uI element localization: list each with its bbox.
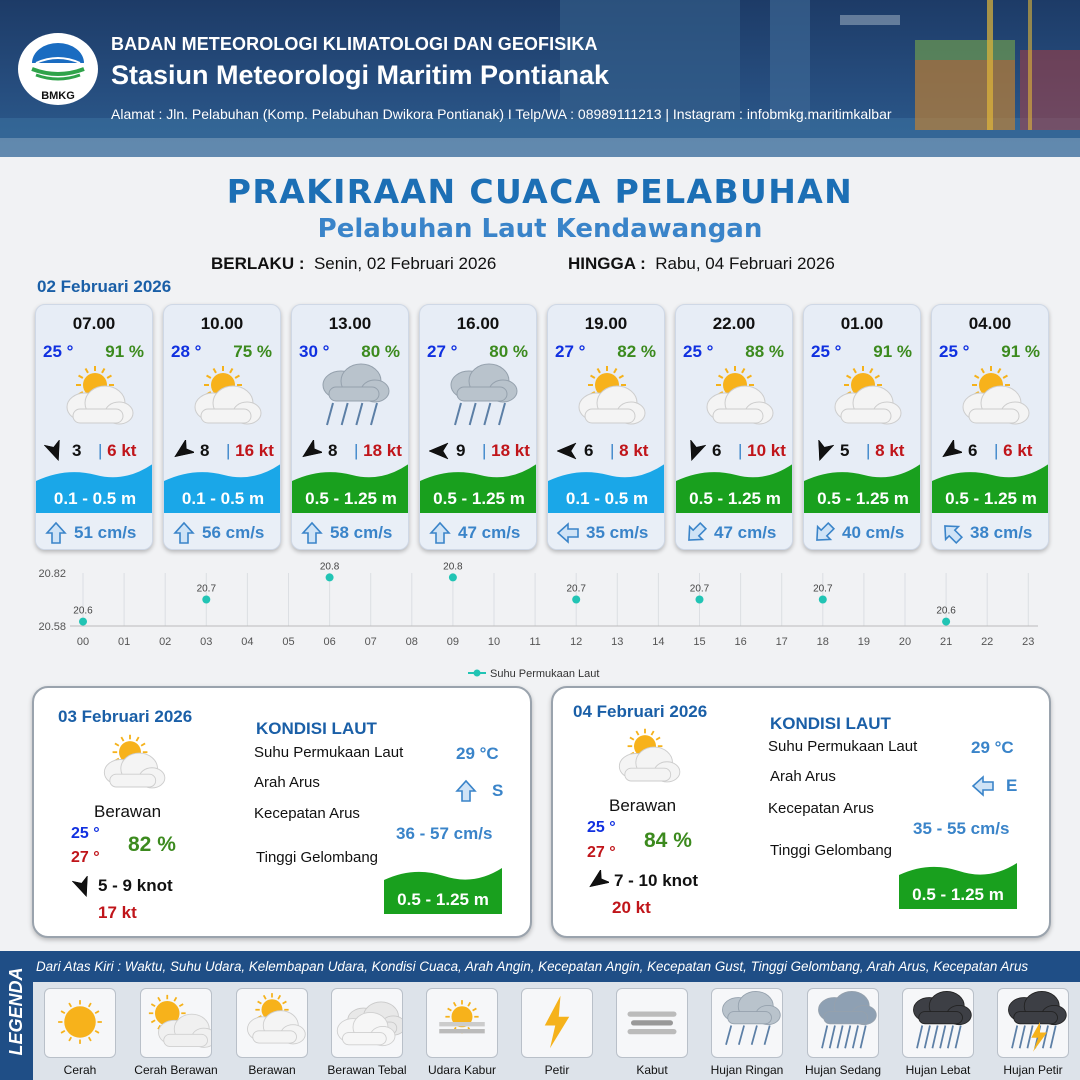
data-label: 20.8 [319, 561, 340, 573]
light-rain-icon [311, 363, 391, 435]
data-point [326, 573, 334, 581]
wave-height: 0.5 - 1.25 m [433, 489, 525, 508]
x-tick-label: 17 [775, 636, 788, 648]
x-tick-label: 11 [529, 636, 541, 648]
x-tick-label: 08 [405, 636, 418, 648]
current-row [420, 513, 537, 550]
day2-sea-condition-title: KONDISI LAUT [256, 719, 377, 738]
cloudy-icon [823, 363, 903, 435]
legend-item-label: Berawan Tebal [327, 1063, 407, 1077]
hujan-sedang-icon [807, 988, 879, 1058]
forecast-card [419, 304, 537, 550]
forecast-temp: 25 ° [939, 342, 970, 361]
valid-from [211, 254, 496, 274]
x-tick-label: 13 [611, 636, 624, 648]
forecast-temp: 25 ° [683, 342, 714, 361]
current-row [292, 513, 409, 550]
legend-item-label: Hujan Sedang [804, 1063, 882, 1077]
wind-row [426, 440, 534, 462]
wave-height: 0.5 - 1.25 m [305, 489, 397, 508]
day2-temp-max: 27 ° [71, 849, 100, 866]
day3-temp-max: 27 ° [587, 844, 616, 861]
gust-speed: | 6 kt [994, 441, 1033, 460]
gust-value: 18 kt [491, 441, 530, 460]
y-tick-label: 20.82 [38, 568, 66, 580]
valid-to-value: Rabu, 04 Februari 2026 [655, 254, 835, 273]
wave-height: 0.5 - 1.25 m [817, 489, 909, 508]
data-label: 20.7 [566, 583, 586, 595]
current-arrow-icon [969, 774, 997, 798]
station-address: Alamat : Jln. Pelabuhan (Komp. Pelabuhan Dwikora Pontianak) I Telp/WA : 08989111213 | Instagram : infobmkg.maritimkalbar [111, 106, 892, 122]
current-arrow-icon [300, 521, 324, 545]
data-point [79, 618, 87, 626]
day3-sst-value: 29 °C [971, 738, 1014, 757]
forecast-card [675, 304, 793, 550]
legend-side-tab [0, 951, 33, 1080]
day2-condition: Berawan [94, 802, 162, 821]
current-arrow-icon [556, 521, 580, 545]
day2-date: 03 Februari 2026 [58, 707, 193, 726]
gust-speed: | 18 kt [354, 441, 402, 460]
y-tick-label: 20.58 [38, 621, 66, 633]
forecast-humidity: 82 % [617, 342, 656, 361]
forecast-card [931, 304, 1049, 550]
gust-value: 6 kt [107, 441, 137, 460]
day2-temp-min: 25 ° [71, 825, 100, 842]
logo-text: BMKG [41, 90, 75, 102]
day3-current-dir: E [1006, 776, 1018, 795]
legend-item-label: Petir [544, 1063, 570, 1077]
data-label: 20.6 [936, 605, 956, 617]
cloudy-icon [695, 363, 775, 435]
day2-humidity: 82 % [128, 833, 176, 856]
day3-current-dir-label: Arah Arus [770, 768, 836, 785]
wind-speed: 6 [584, 441, 594, 460]
x-tick-label: 22 [981, 636, 994, 648]
day2-wave-height: 0.5 - 1.25 m [397, 890, 489, 909]
wind-speed: 6 [712, 441, 722, 460]
current-row [676, 513, 793, 550]
x-tick-label: 14 [652, 636, 665, 648]
wind-speed: 6 [968, 441, 978, 460]
day3-panel [551, 686, 1051, 938]
legend-item-label: Hujan Petir [1003, 1063, 1063, 1077]
cerah-icon [44, 988, 116, 1058]
forecast-time: 16.00 [456, 314, 500, 333]
wind-arrow-icon [44, 440, 66, 462]
wind-arrow-icon [428, 440, 450, 462]
wind-arrow-icon [300, 440, 322, 462]
day2-wave-label: Tinggi Gelombang [256, 849, 379, 866]
wave-height: 0.5 - 1.25 m [689, 489, 781, 508]
legend-label: Suhu Permukaan Laut [490, 668, 600, 680]
x-tick-label: 20 [898, 636, 912, 648]
cloudy-icon [567, 363, 647, 435]
current-arrow-icon [812, 521, 836, 545]
day2-gust: 17 kt [98, 903, 137, 922]
wind-speed: 3 [72, 441, 82, 460]
current-row [36, 513, 153, 550]
day2-current-dir: S [492, 781, 504, 800]
forecast-humidity: 91 % [105, 342, 144, 361]
x-tick-label: 04 [241, 636, 254, 648]
day3-condition: Berawan [609, 796, 677, 815]
legend-item-label: Udara Kabur [427, 1063, 497, 1077]
data-point [942, 618, 950, 626]
wind-row [938, 440, 1046, 462]
gust-value: 10 kt [747, 441, 786, 460]
day2-wind: 5 - 9 knot [98, 876, 173, 895]
day2-sst-value: 29 °C [456, 744, 499, 763]
x-tick-label: 01 [117, 636, 131, 648]
gust-value: 16 kt [235, 441, 274, 460]
current-speed: 47 cm/s [458, 523, 521, 542]
current-speed: 40 cm/s [842, 523, 905, 542]
valid-from-value: Senin, 02 Februari 2026 [313, 254, 497, 273]
petir-icon [521, 988, 593, 1058]
day2-current-speed-label: Kecepatan Arus [254, 805, 360, 822]
current-arrow-icon [684, 521, 708, 545]
forecast-card [35, 304, 153, 550]
current-row [932, 513, 1049, 550]
day3-temp-min: 25 ° [587, 819, 616, 836]
x-tick-label: 02 [159, 636, 172, 648]
current-arrow-icon [172, 521, 196, 545]
current-row [804, 513, 921, 550]
gust-speed: | 18 kt [482, 441, 530, 460]
legend-title: LEGENDA [6, 967, 26, 1056]
forecast-humidity: 91 % [1001, 342, 1040, 361]
org-name: BADAN METEOROLOGI KLIMATOLOGI DAN GEOFISIKA [111, 34, 598, 54]
day3-wind: 7 - 10 knot [614, 871, 699, 890]
current-row [548, 513, 665, 550]
current-speed: 56 cm/s [202, 523, 265, 542]
day3-current-speed: 35 - 55 cm/s [913, 819, 1010, 838]
current-arrow-icon [454, 778, 478, 804]
wind-arrow-icon [684, 440, 706, 462]
wind-arrow-icon [587, 870, 609, 892]
forecast-card [547, 304, 665, 550]
x-tick-label: 15 [693, 636, 706, 648]
data-point [819, 596, 827, 604]
gust-speed: | 8 kt [866, 441, 905, 460]
cloudy-icon [605, 726, 685, 792]
wind-row [682, 440, 790, 462]
wind-speed: 5 [840, 441, 850, 460]
day3-gust: 20 kt [612, 898, 651, 917]
current-speed: 51 cm/s [74, 523, 137, 542]
header-banner [0, 0, 1080, 157]
gust-speed: | 8 kt [610, 441, 649, 460]
x-tick-label: 07 [364, 636, 377, 648]
wind-arrow-icon [940, 440, 962, 462]
forecast-temp: 28 ° [171, 342, 202, 361]
gust-value: 8 kt [619, 441, 649, 460]
legend-item-label: Kabut [636, 1063, 668, 1077]
wind-row [810, 440, 918, 462]
hujan-lebat-icon [902, 988, 974, 1058]
bmkg-logo [18, 33, 98, 105]
wind-arrow-icon [72, 876, 94, 898]
current-speed: 58 cm/s [330, 523, 393, 542]
gust-value: 18 kt [363, 441, 402, 460]
udara-kabur-icon [426, 988, 498, 1058]
berawan-icon [236, 988, 308, 1058]
forecast-temp: 27 ° [555, 342, 586, 361]
gust-value: 8 kt [875, 441, 905, 460]
valid-to-label: HINGGA : [568, 254, 646, 273]
day3-sea-condition-title: KONDISI LAUT [770, 714, 891, 733]
forecast-humidity: 80 % [489, 342, 528, 361]
x-tick-label: 06 [323, 636, 336, 648]
x-tick-label: 10 [487, 636, 501, 648]
current-speed: 35 cm/s [586, 523, 649, 542]
data-point [572, 596, 580, 604]
cloudy-icon [55, 363, 135, 435]
wind-row [170, 440, 278, 462]
data-point [696, 596, 704, 604]
wind-speed: 9 [456, 441, 466, 460]
forecast-humidity: 88 % [745, 342, 784, 361]
forecast-humidity: 80 % [361, 342, 400, 361]
cerah-berawan-icon [140, 988, 212, 1058]
current-speed: 47 cm/s [714, 523, 777, 542]
forecast-card [291, 304, 409, 550]
current-arrow-icon [44, 521, 68, 545]
legend-item-label: Hujan Ringan [710, 1063, 784, 1077]
legend-item-label: Cerah Berawan [134, 1063, 218, 1077]
forecast-temp: 25 ° [811, 342, 842, 361]
x-tick-label: 12 [570, 636, 583, 648]
cloudy-icon [90, 732, 170, 798]
x-tick-label: 23 [1022, 636, 1035, 648]
gust-speed: | 10 kt [738, 441, 786, 460]
current-arrow-icon [940, 521, 964, 545]
day3-wave-height: 0.5 - 1.25 m [912, 885, 1004, 904]
forecast-time: 13.00 [328, 314, 372, 333]
current-arrow-icon [428, 521, 452, 545]
data-point [202, 596, 210, 604]
data-point [449, 573, 457, 581]
wave-height: 0.5 - 1.25 m [945, 489, 1037, 508]
gust-speed: | 16 kt [226, 441, 274, 460]
wind-arrow-icon [172, 440, 194, 462]
x-tick-label: 21 [939, 636, 953, 648]
cloudy-icon [951, 363, 1031, 435]
forecast-time: 01.00 [840, 314, 884, 333]
data-label: 20.7 [689, 583, 710, 595]
x-tick-label: 05 [282, 636, 295, 648]
day3-humidity: 84 % [644, 829, 692, 852]
current-speed: 38 cm/s [970, 523, 1033, 542]
x-tick-label: 09 [446, 636, 460, 648]
wind-speed: 8 [328, 441, 338, 460]
forecast-time: 04.00 [968, 314, 1012, 333]
hujan-ringan-icon [711, 988, 783, 1058]
berawan-tebal-icon [331, 988, 403, 1058]
legend-marker [474, 670, 481, 677]
gust-value: 6 kt [1003, 441, 1033, 460]
wave-height: 0.1 - 0.5 m [565, 489, 649, 508]
forecast-card [163, 304, 281, 550]
current-row [164, 513, 281, 550]
sea-surface-temp-chart [0, 558, 1080, 688]
data-label: 20.7 [813, 583, 833, 595]
forecast-time: 19.00 [584, 314, 628, 333]
page-subtitle: Pelabuhan Laut Kendawangan [317, 214, 763, 244]
day3-date: 04 Februari 2026 [573, 702, 708, 721]
forecast-temp: 27 ° [427, 342, 458, 361]
day2-current-speed: 36 - 57 cm/s [396, 824, 493, 843]
day3-sst-label: Suhu Permukaan Laut [768, 738, 918, 755]
day2-current-dir-label: Arah Arus [254, 774, 320, 791]
light-rain-icon [439, 363, 519, 435]
day3-wave-label: Tinggi Gelombang [770, 842, 893, 859]
forecast-time: 22.00 [712, 314, 756, 333]
hujan-petir-icon [997, 988, 1069, 1058]
day2-panel [32, 686, 532, 938]
forecast-time: 07.00 [72, 314, 116, 333]
wind-row [298, 440, 406, 462]
forecast-humidity: 75 % [233, 342, 272, 361]
x-tick-label: 00 [76, 636, 90, 648]
legend-item-label: Berawan [248, 1063, 296, 1077]
x-tick-label: 19 [857, 636, 871, 648]
legend-item-label: Cerah [63, 1063, 97, 1077]
day2-sst-label: Suhu Permukaan Laut [254, 744, 404, 761]
forecast-time: 10.00 [200, 314, 244, 333]
wave-height: 0.1 - 0.5 m [53, 489, 137, 508]
data-label: 20.6 [73, 605, 93, 617]
forecast-temp: 25 ° [43, 342, 74, 361]
wind-speed: 8 [200, 441, 210, 460]
legend-item-label: Hujan Lebat [905, 1063, 971, 1077]
x-tick-label: 18 [816, 636, 829, 648]
legend-description: Dari Atas Kiri : Waktu, Suhu Udara, Kelembapan Udara, Kondisi Cuaca, Arah Angin, Kecepatan Angin, Kecepatan Gust, Tinggi Gelombang, Arah Arus, Kecepatan Arus [36, 959, 1029, 974]
page-title: PRAKIRAAN CUACA PELABUHAN [226, 172, 854, 211]
x-tick-label: 03 [200, 636, 213, 648]
day3-current-speed-label: Kecepatan Arus [768, 800, 874, 817]
data-label: 20.7 [196, 583, 217, 595]
day1-date: 02 Februari 2026 [37, 277, 172, 296]
station-name: Stasiun Meteorologi Maritim Pontianak [111, 60, 610, 90]
wind-arrow-icon [556, 440, 578, 462]
forecast-temp: 30 ° [299, 342, 330, 361]
kabut-icon [616, 988, 688, 1058]
forecast-humidity: 91 % [873, 342, 912, 361]
wind-row [554, 440, 662, 462]
wind-arrow-icon [812, 440, 834, 462]
forecast-card [803, 304, 921, 550]
wind-row [42, 440, 150, 462]
x-tick-label: 16 [734, 636, 747, 648]
data-label: 20.8 [443, 561, 463, 573]
valid-from-label: BERLAKU : [211, 254, 305, 273]
gust-speed: | 6 kt [98, 441, 137, 460]
wave-height: 0.1 - 0.5 m [181, 489, 265, 508]
valid-to [568, 254, 835, 274]
cloudy-icon [183, 363, 263, 435]
